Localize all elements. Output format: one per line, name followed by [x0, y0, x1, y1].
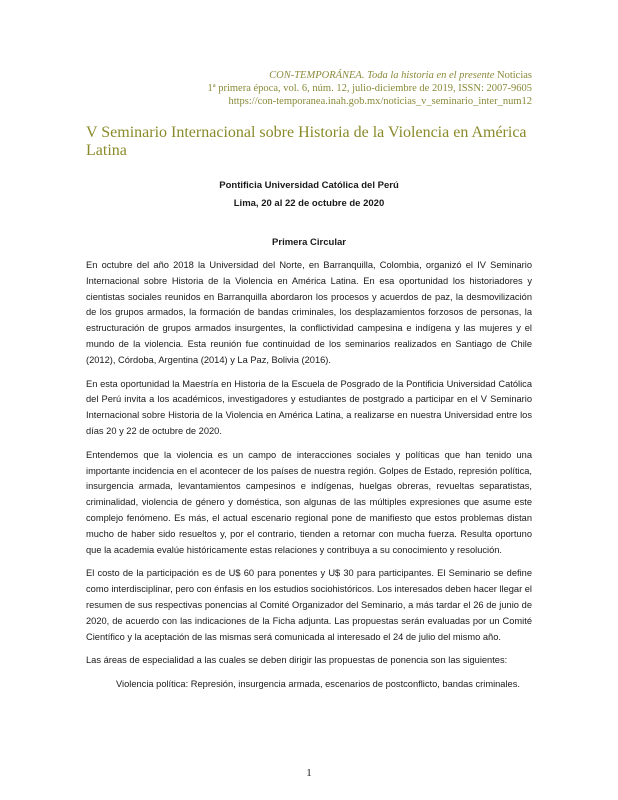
journal-header	[207, 69, 532, 108]
page-number: 1	[306, 767, 312, 779]
section-name: Noticias	[497, 70, 532, 81]
issue-info: 1ª primera época, vol. 6, núm. 12, julio-diciembre de 2019, ISSN: 2007-9605	[207, 83, 532, 94]
venue-block	[0, 177, 618, 213]
paragraph: Las áreas de especialidad a las cuales se deben dirigir las propuestas de ponencia son las siguientes:	[86, 655, 508, 666]
page-title: V Seminario Internacional sobre Historia de la Violencia en América Latina	[86, 124, 527, 159]
article-url: https://con-temporanea.inah.gob.mx/noticias_v_seminario_inter_num12	[228, 96, 532, 107]
header-line-1	[207, 69, 532, 82]
place-date: Lima, 20 al 22 de octubre de 2020	[233, 198, 385, 209]
area-item: Violencia política: Represión, insurgencia armada, escenarios de postconflicto, bandas criminales.	[116, 679, 520, 690]
circular-heading: Primera Circular	[272, 237, 346, 248]
paragraph: El costo de la participación es de U$ 60 para ponentes y U$ 30 para participantes. El Seminario se define como interdisciplinar, pero con énfasis en los estudios sociohistóricos. Los interesados deben hacer llegar el resumen de sus respectivas ponencias al Comité Organizador del Seminario, a más tardar el 26 de junio de 2020, de acuerdo con las indicaciones de la Ficha adjunta. Las propuestas serán evaluadas por un Comité Científico y la aceptación de las mismas será comunicada al interesado el 24 de julio del mismo año.	[86, 568, 532, 642]
journal-name: CON-TEMPORÁNEA. Toda la historia en el presente	[269, 70, 495, 81]
body-text	[86, 258, 532, 701]
institution: Pontificia Universidad Católica del Perú	[219, 180, 399, 191]
paragraph: En octubre del año 2018 la Universidad del Norte, en Barranquilla, Colombia, organizó el IV Seminario Internacional sobre Historia de la Violencia en América Latina. En esa oportunidad los historiadores y cientistas sociales reunidos en Barranquilla abordaron los procesos y acuerdos de paz, la desmovilización de los grupos armados, la formación de bandas criminales, los desplazamientos forzosos de personas, la estructuración de grupos armados insurgentes, la conflictividad campesina e indígena y las mujeres y el mundo de la violencia. Esta reunión fue continuidad de los seminarios realizados en Santiago de Chile (2012), Córdoba, Argentina (2014) y La Paz, Bolivia (2016).	[86, 260, 532, 365]
paragraph: Entendemos que la violencia es un campo de interacciones sociales y políticas que han tenido una importante incidencia en el acontecer de los países de nuestra región. Golpes de Estado, represión política, insurgencia armada, levantamientos campesinos e indígenas, huelgas obreras, revueltas separatistas, criminalidad, violencia de género y doméstica, son algunas de las múltiples expresiones que asume este complejo fenómeno. Es más, el actual escenario regional pone de manifiesto que estos problemas distan mucho de haber sido resueltos y, por el contrario, tienden a retornar con mucha fuerza. Resulta oportuno que la academia evalúe históricamente estas relaciones y contribuya a su conocimiento y resolución.	[86, 449, 532, 555]
paragraph: En esta oportunidad la Maestría en Historia de la Escuela de Posgrado de la Pontificia Universidad Católica del Perú invita a los académicos, investigadores y estudiantes de postgrado a participar en el V Seminario Internacional sobre Historia de la Violencia en América Latina, a realizarse en nuestra Universidad entre los días 20 y 22 de octubre de 2020.	[86, 378, 532, 436]
